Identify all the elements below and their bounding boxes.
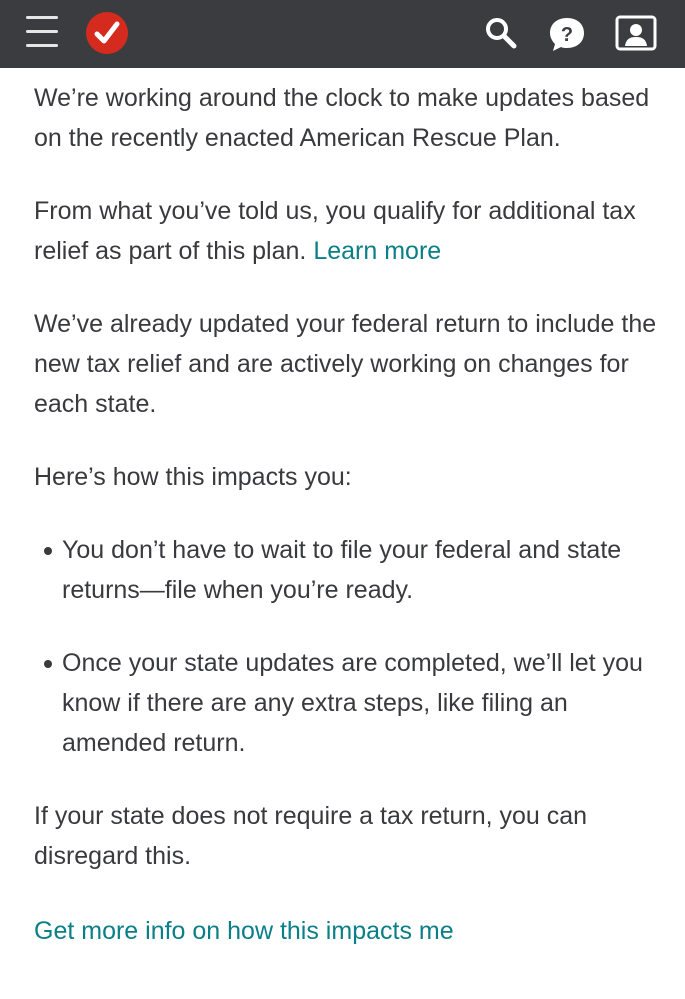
main-content xyxy=(34,78,658,951)
intro-paragraph: We’re working around the clock to make updates based on the recently enacted American Rescue Plan. xyxy=(34,84,650,152)
list-item xyxy=(34,643,658,763)
learn-more-link[interactable]: Learn more xyxy=(313,237,442,265)
impact-heading: Here’s how this impacts you: xyxy=(34,463,352,491)
more-info-link[interactable]: Get more info on how this impacts me xyxy=(34,917,454,945)
federal-update-paragraph: We’ve already updated your federal return to include the new tax relief and are actively working on changes for each state. xyxy=(34,310,657,418)
no-state-return-paragraph: If your state does not require a tax return, you can disregard this. xyxy=(34,802,588,870)
checkmark-logo-icon[interactable] xyxy=(86,12,128,54)
search-icon[interactable] xyxy=(482,14,522,54)
list-item xyxy=(34,530,658,610)
expert-video-icon[interactable] xyxy=(615,14,655,54)
hamburger-icon[interactable] xyxy=(26,14,58,50)
qualify-paragraph xyxy=(34,191,658,271)
qualify-text: From what you’ve told us, you qualify for additional tax relief as part of this plan. xyxy=(34,197,636,265)
impact-list xyxy=(34,530,658,763)
top-navigation-bar xyxy=(0,0,685,68)
bullet-icon xyxy=(44,547,52,555)
bullet-icon xyxy=(44,660,52,668)
list-item-text: You don’t have to wait to file your federal and state returns—file when you’re ready. xyxy=(62,536,622,604)
help-icon[interactable] xyxy=(547,14,587,54)
list-item-text: Once your state updates are completed, we’ll let you know if there are any extra steps, like filing an amended return. xyxy=(62,649,643,757)
svg-text:?: ? xyxy=(560,24,574,46)
